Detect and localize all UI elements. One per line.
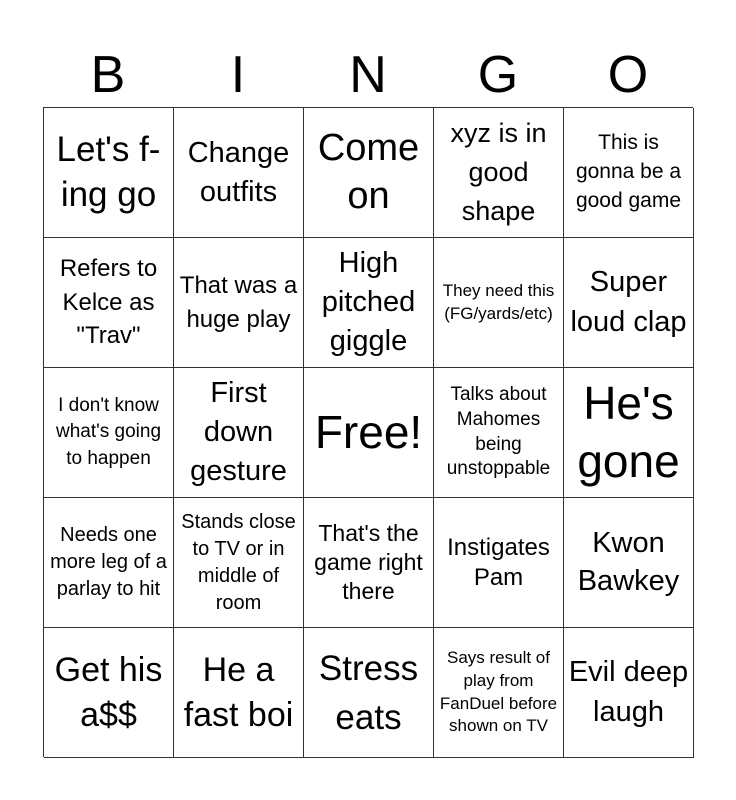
cell-text: He's gone bbox=[577, 377, 680, 487]
bingo-cell[interactable] bbox=[304, 498, 434, 628]
bingo-cell[interactable] bbox=[44, 628, 174, 758]
bingo-cell[interactable] bbox=[564, 368, 694, 498]
header-letter-i: I bbox=[230, 46, 246, 104]
cell-text: That's the game right there bbox=[314, 519, 423, 605]
bingo-cell[interactable] bbox=[434, 368, 564, 498]
header-letter-n: N bbox=[349, 46, 387, 104]
cell-text: Change outfits bbox=[187, 136, 290, 208]
bingo-cell[interactable] bbox=[564, 498, 694, 628]
cell-text: First down gesture bbox=[190, 376, 287, 488]
cell-text: Evil deep laugh bbox=[568, 656, 689, 728]
cell-text: That was a huge play bbox=[179, 271, 298, 333]
cell-text: I don't know what's going to happen bbox=[55, 395, 162, 469]
cell-text: Needs one more leg of a parlay to hit bbox=[50, 524, 167, 600]
cell-text: They need this (FG/yards/etc) bbox=[442, 281, 555, 323]
header-letter-b: B bbox=[90, 46, 126, 104]
bingo-cell[interactable] bbox=[44, 108, 174, 238]
cell-text: Stress eats bbox=[318, 648, 419, 737]
header-letter-g: G bbox=[477, 46, 519, 104]
cell-text: Says result of play from FanDuel before shown on TV bbox=[439, 648, 558, 736]
bingo-cell[interactable] bbox=[434, 238, 564, 368]
bingo-cell[interactable] bbox=[434, 498, 564, 628]
bingo-cell[interactable] bbox=[44, 368, 174, 498]
cell-text: High pitched giggle bbox=[321, 246, 416, 358]
cell-text: Come on bbox=[317, 127, 420, 217]
bingo-cell[interactable] bbox=[174, 628, 304, 758]
cell-text: Kwon Bawkey bbox=[577, 526, 680, 597]
bingo-cell[interactable] bbox=[564, 628, 694, 758]
cell-text: This is gonna be a good game bbox=[575, 131, 682, 212]
bingo-cell[interactable] bbox=[44, 238, 174, 368]
header-letter-o: O bbox=[607, 46, 649, 104]
bingo-cell[interactable] bbox=[174, 108, 304, 238]
cell-text: Stands close to TV or in middle of room bbox=[181, 510, 296, 614]
bingo-header bbox=[43, 40, 693, 108]
cell-text: Free! bbox=[314, 405, 423, 458]
cell-text: Instigates Pam bbox=[447, 533, 550, 591]
bingo-cell[interactable] bbox=[434, 628, 564, 758]
bingo-cell[interactable] bbox=[304, 108, 434, 238]
cell-text: xyz is in good shape bbox=[450, 117, 547, 227]
cell-text: Talks about Mahomes being unstoppable bbox=[446, 384, 551, 480]
bingo-cell[interactable] bbox=[304, 628, 434, 758]
bingo-cell[interactable] bbox=[174, 238, 304, 368]
bingo-cell[interactable] bbox=[304, 238, 434, 368]
cell-text: Get his a$$ bbox=[54, 651, 163, 734]
bingo-cell[interactable] bbox=[304, 368, 434, 498]
cell-text: Refers to Kelce as "Trav" bbox=[59, 255, 158, 350]
bingo-cell[interactable] bbox=[174, 368, 304, 498]
cell-text: He a fast boi bbox=[183, 651, 294, 734]
cell-text: Super loud clap bbox=[570, 266, 687, 338]
bingo-cell[interactable] bbox=[434, 108, 564, 238]
bingo-board bbox=[43, 107, 693, 757]
bingo-cell[interactable] bbox=[564, 108, 694, 238]
cell-text: Let's f-ing go bbox=[56, 130, 161, 214]
bingo-cell[interactable] bbox=[174, 498, 304, 628]
bingo-cell[interactable] bbox=[564, 238, 694, 368]
bingo-cell[interactable] bbox=[44, 498, 174, 628]
